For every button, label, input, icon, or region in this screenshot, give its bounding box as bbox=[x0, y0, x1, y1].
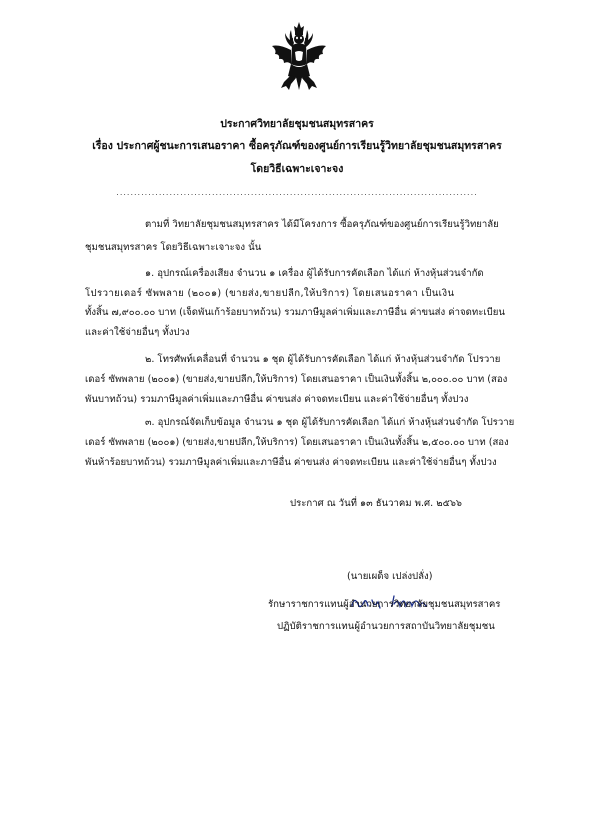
item-3-line-3: พันห้าร้อยบาทถ้วน) รวมภาษีมูลค่าเพิ่มและภาษีอื่น ค่าขนส่ง ค่าจดทะเบียน และค่าใช้จ่ายอื่นๆ ทั้งปวง bbox=[85, 457, 497, 468]
item-1-line-2: โปรวายเดอร์ ซัพพลาย (๒๐๐๑) (ขายส่ง,ขายปลีก,ให้บริการ) โดยเสนอราคา เป็นเงิน bbox=[85, 288, 455, 299]
item-1-line-1: ๑. อุปกรณ์เครื่องเสียง จำนวน ๑ เครื่อง ผู้ได้รับการคัดเลือก ได้แก่ ห้างหุ้นส่วนจำกัด bbox=[145, 268, 484, 279]
item-1-line-4: และค่าใช้จ่ายอื่นๆ ทั้งปวง bbox=[85, 327, 190, 338]
header-method: โดยวิธีเฉพาะเจาะจง bbox=[250, 163, 344, 175]
signer-position-2: ปฏิบัติราชการแทนผู้อำนวยการสถาบันวิทยาลัยชุมชน bbox=[277, 621, 495, 632]
garuda-emblem-icon bbox=[269, 20, 329, 92]
item-1-line-3: ทั้งสิ้น ๗,๙๐๐.๐๐ บาท (เจ็ดพันเก้าร้อยบาทถ้วน) รวมภาษีมูลค่าเพิ่มและภาษีอื่น ค่าขนส่ง ค่าจดทะเบียน bbox=[85, 307, 505, 318]
item-2-line-2: เดอร์ ซัพพลาย (๒๐๐๑) (ขายส่ง,ขายปลีก,ให้บริการ) โดยเสนอราคา เป็นเงินทั้งสิ้น ๒,๐๐๐.๐๐ บาท (สอง bbox=[85, 374, 508, 385]
item-3-line-2: เดอร์ ซัพพลาย (๒๐๐๑) (ขายส่ง,ขายปลีก,ให้บริการ) โดยเสนอราคา เป็นเงินทั้งสิ้น ๒,๕๐๐.๐๐ บาท (สอง bbox=[85, 437, 509, 448]
signer-name: (นายเผด็จ เปล่งปลั่ง) bbox=[347, 571, 433, 582]
body-intro-line-1: ตามที่ วิทยาลัยชุมชนสมุทรสาคร ได้มีโครงการ ซื้อครุภัณฑ์ของศูนย์การเรียนรู้วิทยาลัย bbox=[145, 219, 499, 230]
body-intro-line-2: ชุมชนสมุทรสาคร โดยวิธีเฉพาะเจาะจง นั้น bbox=[85, 242, 262, 253]
signer-position-1: รักษาราชการแทนผู้อำนวยการวิทยาลัยชุมชนสมุทรสาคร bbox=[268, 599, 501, 610]
item-2-line-1: ๒. โทรศัพท์เคลื่อนที่ จำนวน ๑ ชุด ผู้ได้รับการคัดเลือก ได้แก่ ห้างหุ้นส่วนจำกัด โปรวาย bbox=[145, 354, 501, 365]
announcement-date: ประกาศ ณ วันที่ ๑๓ ธันวาคม พ.ศ. ๒๕๖๖ bbox=[290, 498, 463, 509]
header-subject: เรื่อง ประกาศผู้ชนะการเสนอราคา ซื้อครุภัณฑ์ของศูนย์การเรียนรู้วิทยาลัยชุมชนสมุทรสาคร bbox=[92, 140, 502, 152]
item-2-line-3: พันบาทถ้วน) รวมภาษีมูลค่าเพิ่มและภาษีอื่น ค่าขนส่ง ค่าจดทะเบียน และค่าใช้จ่ายอื่นๆ ทั้งปวง bbox=[85, 394, 469, 405]
item-3-line-1: ๓. อุปกรณ์จัดเก็บข้อมูล จำนวน ๑ ชุด ผู้ได้รับการคัดเลือก ได้แก่ ห้างหุ้นส่วนจำกัด โปรวาย bbox=[145, 417, 515, 428]
header-institution: ประกาศวิทยาลัยชุมชนสมุทรสาคร bbox=[220, 118, 374, 130]
separator-dotted-line: ...................................................................................................... bbox=[116, 188, 478, 197]
